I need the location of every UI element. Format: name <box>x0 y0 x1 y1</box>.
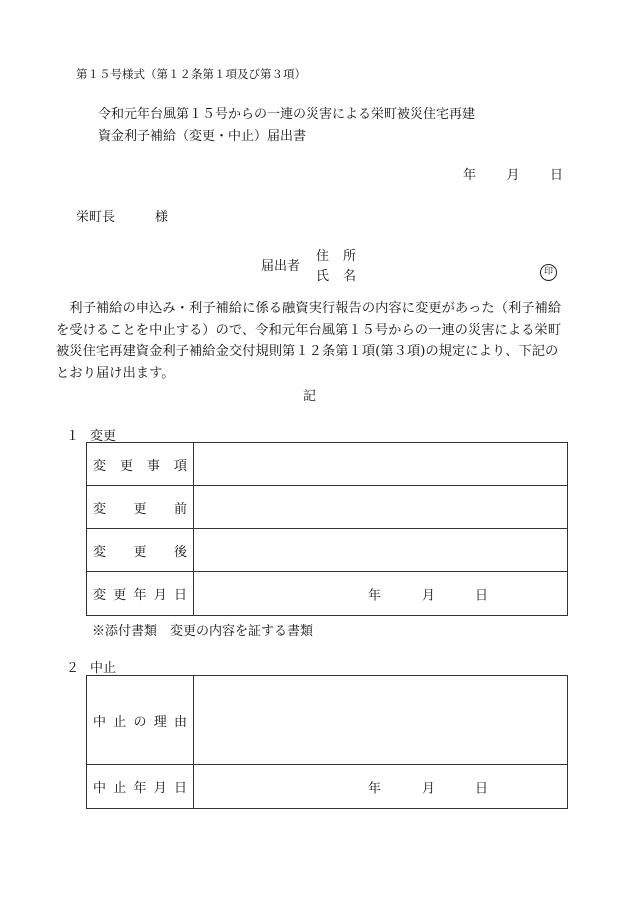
year-label: 年 <box>463 168 477 183</box>
form-number: 第１５号様式（第１２条第１項及び第３項） <box>76 67 306 81</box>
year-label: 年 <box>368 588 382 603</box>
addressee-honorific: 様 <box>155 210 169 225</box>
cancellation-reason-label: 中 止 の 理 由 <box>87 676 194 765</box>
before-change-field[interactable] <box>194 486 568 529</box>
change-date-field[interactable] <box>194 572 568 616</box>
year-label: 年 <box>368 781 382 796</box>
month-label: 月 <box>506 168 520 183</box>
section-2-title: ２ 中止 <box>66 661 117 676</box>
ki-heading: 記 <box>303 389 317 404</box>
body-text: 利子補給の申込み・利子補給に係る融資実行報告の内容に変更があった（利子補給を受けることを中止する）ので、令和元年台風第１５号からの一連の災害による栄町被災住宅再建資金利子補給金交付規則第１２条第１項(第３項)の規定により、下記のとおり届け出ます。 <box>56 301 562 381</box>
applicant-label: 届出者 <box>261 259 301 274</box>
month-label: 月 <box>422 588 436 603</box>
day-label: 日 <box>475 588 489 603</box>
name-label: 氏 名 <box>316 269 356 284</box>
table-row <box>87 486 568 529</box>
after-change-label: 変 更 後 <box>87 529 194 572</box>
table-row <box>87 572 568 616</box>
table-row <box>87 676 568 765</box>
cancellation-date-field[interactable] <box>194 765 568 809</box>
addressee-name: 栄町長 <box>76 210 116 225</box>
before-change-label: 変 更 前 <box>87 486 194 529</box>
month-label: 月 <box>422 781 436 796</box>
addressee <box>76 206 168 225</box>
table-row <box>87 765 568 809</box>
attachment-note: ※添付書類 変更の内容を証する書類 <box>92 624 314 639</box>
seal-mark: 印 <box>540 264 557 281</box>
day-label: 日 <box>549 168 563 183</box>
change-item-field[interactable] <box>194 443 568 486</box>
after-change-field[interactable] <box>194 529 568 572</box>
change-item-label: 変 更 事 項 <box>87 443 194 486</box>
change-table <box>86 442 568 616</box>
table-row <box>87 529 568 572</box>
cancellation-table <box>86 675 568 809</box>
section-1-title: １ 変更 <box>66 429 117 444</box>
cancellation-reason-field[interactable] <box>194 676 568 765</box>
title-line-2: 資金利子補給（変更・中止）届出書 <box>98 129 307 144</box>
submission-date <box>463 164 563 183</box>
day-label: 日 <box>475 781 489 796</box>
document-title <box>98 104 475 148</box>
table-row <box>87 443 568 486</box>
change-date-label: 変 更 年 月 日 <box>87 572 194 616</box>
address-label: 住 所 <box>316 249 356 264</box>
cancellation-date-label: 中 止 年 月 日 <box>87 765 194 809</box>
title-line-1: 令和元年台風第１５号からの一連の災害による栄町被災住宅再建 <box>98 107 476 122</box>
